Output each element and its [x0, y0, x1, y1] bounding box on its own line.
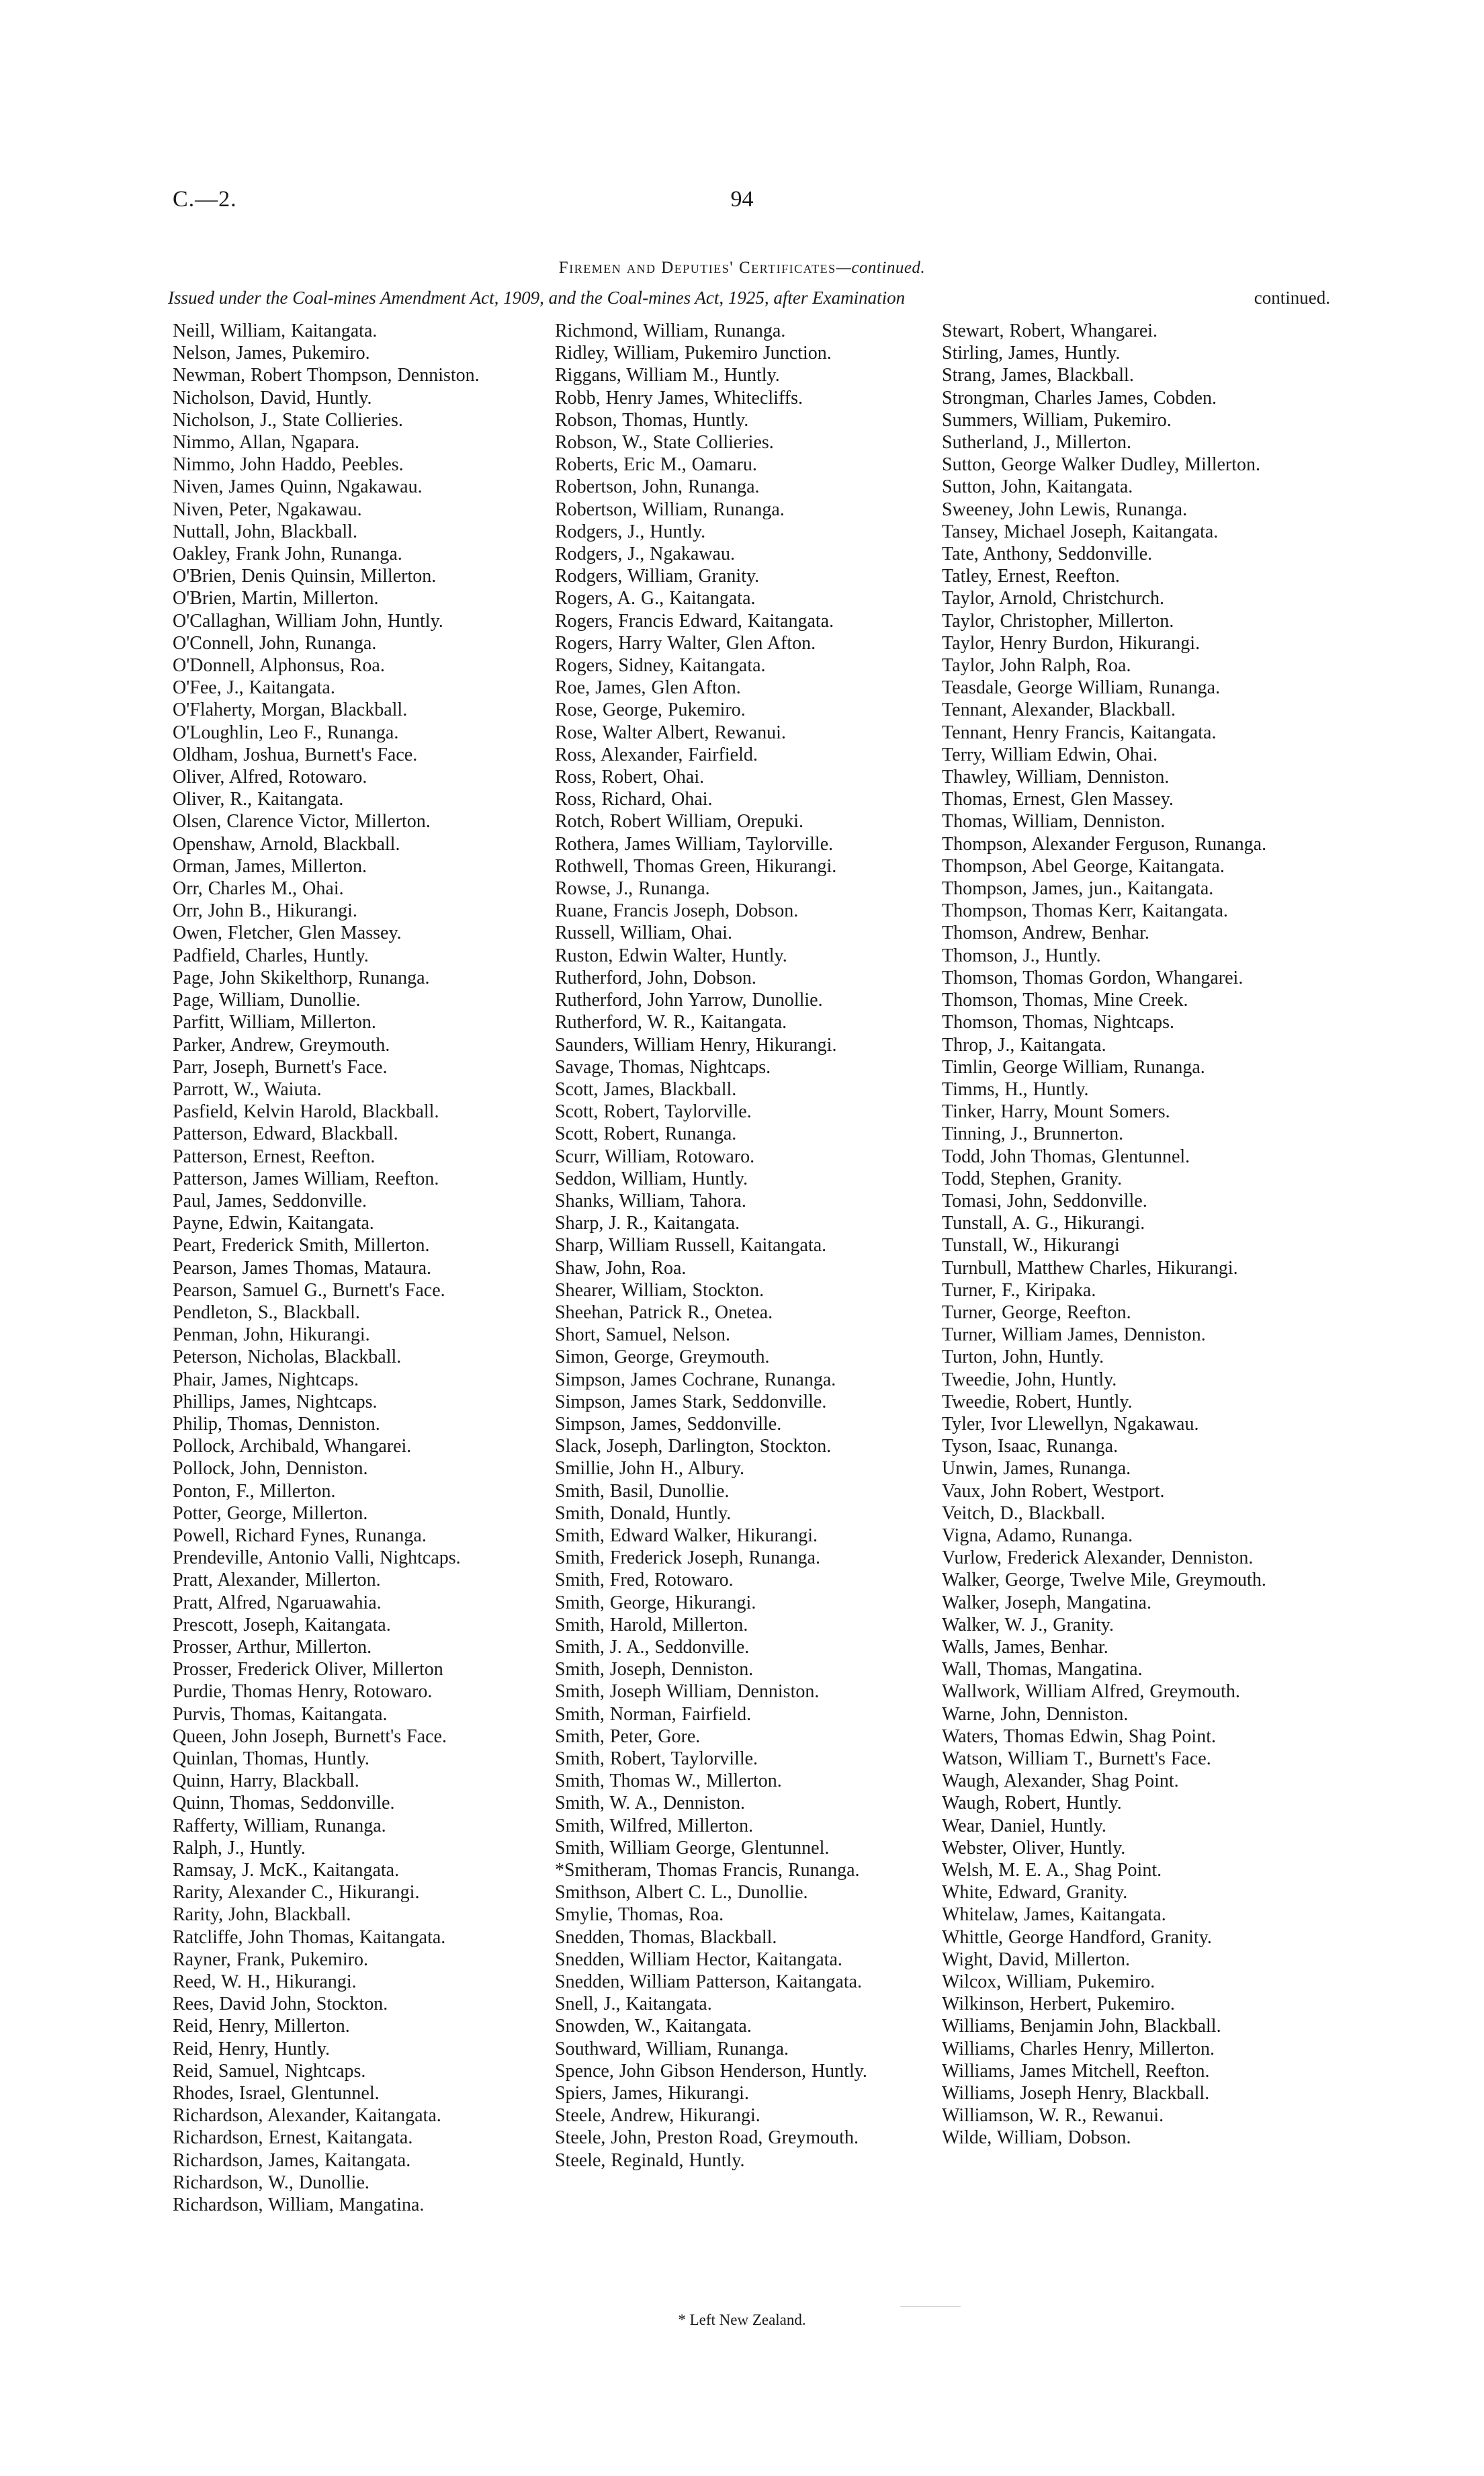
- certificate-entry: Orr, Charles M., Ohai.: [173, 878, 344, 900]
- certificate-entry: Teasdale, George William, Runanga.: [942, 677, 1221, 699]
- certificate-entry: Stirling, James, Huntly.: [942, 343, 1121, 364]
- certificate-entry: Tunstall, W., Hikurangi: [942, 1235, 1120, 1256]
- certificate-entry: Whittle, George Handford, Granity.: [942, 1926, 1212, 1948]
- certificate-entry: Potter, George, Millerton.: [173, 1502, 368, 1524]
- certificate-entry: Turner, F., Kiripaka.: [942, 1279, 1096, 1301]
- certificate-entry: Pollock, John, Denniston.: [173, 1458, 368, 1480]
- certificate-entry: Smith, George, Hikurangi.: [555, 1592, 756, 1613]
- certificate-entry: Wilcox, William, Pukemiro.: [942, 1971, 1155, 1993]
- certificate-entry: Rothera, James William, Taylorville.: [555, 833, 834, 855]
- certificate-entry: Prosser, Frederick Oliver, Millerton: [173, 1659, 443, 1680]
- certificate-entry: Niven, Peter, Ngakawau.: [173, 499, 362, 520]
- certificate-entry: Paul, James, Seddonville.: [173, 1190, 367, 1211]
- certificate-entry: Peterson, Nicholas, Blackball.: [173, 1347, 402, 1368]
- certificate-entry: Wilde, William, Dobson.: [942, 2127, 1131, 2149]
- certificate-entry: Veitch, D., Blackball.: [942, 1502, 1106, 1524]
- certificate-entry: Rarity, John, Blackball.: [173, 1904, 351, 1926]
- certificate-entry: Ross, Richard, Ohai.: [555, 789, 713, 810]
- certificate-entry: Robson, W., State Collieries.: [555, 432, 774, 454]
- certificate-entry: Ross, Robert, Ohai.: [555, 767, 705, 788]
- certificate-entry: Strang, James, Blackball.: [942, 365, 1134, 386]
- certificate-entry: Parrott, W., Waiuta.: [173, 1078, 322, 1100]
- certificate-entry: Owen, Fletcher, Glen Massey.: [173, 923, 402, 944]
- certificate-entry: Smith, Edward Walker, Hikurangi.: [555, 1525, 818, 1546]
- certificate-entry: Watson, William T., Burnett's Face.: [942, 1748, 1211, 1769]
- certificate-entry: Tomasi, John, Seddonville.: [942, 1190, 1147, 1211]
- certificate-entry: Smith, Joseph William, Denniston.: [555, 1681, 820, 1703]
- certificate-entry: Prescott, Joseph, Kaitangata.: [173, 1614, 391, 1635]
- certificate-entry: Warne, John, Denniston.: [942, 1703, 1129, 1725]
- subheading-continued: continued.: [1254, 288, 1330, 308]
- certificate-entry: Parr, Joseph, Burnett's Face.: [173, 1056, 388, 1078]
- certificate-entry: Smith, Norman, Fairfield.: [555, 1703, 752, 1725]
- certificate-entry: Tyson, Isaac, Runanga.: [942, 1436, 1119, 1457]
- certificate-entry: Thomson, Thomas, Mine Creek.: [942, 990, 1188, 1011]
- certificate-entry: Quinn, Harry, Blackball.: [173, 1770, 359, 1792]
- certificate-entry: Ross, Alexander, Fairfield.: [555, 744, 758, 765]
- certificate-entry: Williams, Joseph Henry, Blackball.: [942, 2083, 1210, 2104]
- certificate-entry: Seddon, William, Huntly.: [555, 1168, 748, 1189]
- certificate-entry: Sheehan, Patrick R., Onetea.: [555, 1301, 773, 1323]
- certificate-entry: Thompson, Abel George, Kaitangata.: [942, 855, 1225, 877]
- certificate-entry: Pearson, Samuel G., Burnett's Face.: [173, 1279, 445, 1301]
- certificate-entry: Page, John Skikelthorp, Runanga.: [173, 967, 430, 988]
- certificate-entry: Ralph, J., Huntly.: [173, 1837, 306, 1859]
- certificate-entry: Williams, Charles Henry, Millerton.: [942, 2038, 1215, 2059]
- certificate-entry: Walker, George, Twelve Mile, Greymouth.: [942, 1570, 1266, 1591]
- certificate-entry: Sharp, J. R., Kaitangata.: [555, 1213, 740, 1234]
- certificate-entry: Todd, John Thomas, Glentunnel.: [942, 1146, 1190, 1167]
- certificate-entry: Pratt, Alfred, Ngaruawahia.: [173, 1592, 382, 1613]
- certificate-entry: Wight, David, Millerton.: [942, 1949, 1131, 1970]
- certificate-entry: Purvis, Thomas, Kaitangata.: [173, 1703, 388, 1725]
- certificate-entry: Rose, Walter Albert, Rewanui.: [555, 722, 786, 743]
- certificate-entry: Thawley, William, Denniston.: [942, 767, 1170, 788]
- certificate-entry: White, Edward, Granity.: [942, 1882, 1128, 1904]
- certificate-entry: Strongman, Charles James, Cobden.: [942, 387, 1217, 409]
- certificate-entry: Thomson, Andrew, Benhar.: [942, 923, 1149, 944]
- certificate-entry: Williams, James Mitchell, Reefton.: [942, 2060, 1210, 2082]
- certificate-entry: Tatley, Ernest, Reefton.: [942, 566, 1120, 587]
- certificate-entry: Quinlan, Thomas, Huntly.: [173, 1748, 369, 1769]
- certificate-entry: Nimmo, John Haddo, Peebles.: [173, 454, 404, 476]
- certificate-entry: Shanks, William, Tahora.: [555, 1190, 746, 1211]
- certificate-entry: Walls, James, Benhar.: [942, 1636, 1108, 1658]
- certificate-entry: Rutherford, W. R., Kaitangata.: [555, 1012, 787, 1033]
- certificate-entry: Sharp, William Russell, Kaitangata.: [555, 1235, 827, 1256]
- certificate-entry: Neill, William, Kaitangata.: [173, 321, 378, 341]
- certificate-entry: Phair, James, Nightcaps.: [173, 1369, 359, 1390]
- footnote-rule: [900, 2306, 961, 2307]
- certificate-entry: Newman, Robert Thompson, Denniston.: [173, 365, 480, 386]
- certificate-entry: Spiers, James, Hikurangi.: [555, 2083, 749, 2104]
- certificate-entry: Tinning, J., Brunnerton.: [942, 1123, 1124, 1145]
- certificate-entry: Tennant, Henry Francis, Kaitangata.: [942, 722, 1217, 743]
- certificate-entry: Snedden, William Patterson, Kaitangata.: [555, 1971, 863, 1993]
- certificate-entry: Tennant, Alexander, Blackball.: [942, 699, 1176, 721]
- certificate-entry: Thomas, Ernest, Glen Massey.: [942, 789, 1174, 810]
- certificate-entry: Tansey, Michael Joseph, Kaitangata.: [942, 521, 1219, 542]
- certificate-entry: Thomson, Thomas, Nightcaps.: [942, 1012, 1175, 1033]
- certificate-entry: Rose, George, Pukemiro.: [555, 699, 746, 721]
- certificate-entry: Shearer, William, Stockton.: [555, 1279, 765, 1301]
- certificate-entry: Turner, William James, Denniston.: [942, 1324, 1206, 1346]
- certificate-entry: Patterson, James William, Reefton.: [173, 1168, 439, 1189]
- certificate-entry: Shaw, John, Roa.: [555, 1257, 687, 1279]
- certificate-entry: Thomas, William, Denniston.: [942, 811, 1166, 833]
- certificate-entry: Smith, Joseph, Denniston.: [555, 1659, 754, 1680]
- certificate-entry: Scott, Robert, Taylorville.: [555, 1101, 752, 1123]
- certificate-entry: Rodgers, J., Huntly.: [555, 521, 706, 542]
- certificate-entry: Walker, W. J., Granity.: [942, 1614, 1114, 1635]
- certificate-entry: Thompson, Alexander Ferguson, Runanga.: [942, 833, 1267, 855]
- certificate-entry: Rutherford, John, Dobson.: [555, 967, 756, 988]
- certificate-entry: Nicholson, David, Huntly.: [173, 387, 372, 409]
- certificate-entry: Timlin, George William, Runanga.: [942, 1056, 1205, 1078]
- certificate-entry: Richardson, James, Kaitangata.: [173, 2149, 411, 2171]
- certificate-entry: Richmond, William, Runanga.: [555, 321, 786, 341]
- certificate-entry: Williams, Benjamin John, Blackball.: [942, 2016, 1221, 2037]
- certificate-entry: Nimmo, Allan, Ngapara.: [173, 432, 360, 454]
- certificate-entry: Welsh, M. E. A., Shag Point.: [942, 1860, 1162, 1881]
- certificate-entry: Turnbull, Matthew Charles, Hikurangi.: [942, 1257, 1238, 1279]
- certificate-entry: Snell, J., Kaitangata.: [555, 1994, 712, 2015]
- certificate-entry: Smith, Harold, Millerton.: [555, 1614, 748, 1635]
- certificate-entry: Thompson, James, jun., Kaitangata.: [942, 878, 1214, 900]
- certificate-entry: Reid, Henry, Millerton.: [173, 2016, 350, 2037]
- certificate-entry: Steele, John, Preston Road, Greymouth.: [555, 2127, 859, 2149]
- certificate-entry: Patterson, Ernest, Reefton.: [173, 1146, 376, 1167]
- certificate-entry: Rogers, A. G., Kaitangata.: [555, 588, 756, 609]
- certificate-entry: Roberts, Eric M., Oamaru.: [555, 454, 757, 476]
- certificate-entry: Purdie, Thomas Henry, Rotowaro.: [173, 1681, 433, 1703]
- certificate-entry: Taylor, Henry Burdon, Hikurangi.: [942, 632, 1201, 654]
- certificate-entry: Taylor, Arnold, Christchurch.: [942, 588, 1164, 609]
- certificate-entry: Pendleton, S., Blackball.: [173, 1301, 360, 1323]
- certificate-entry: Tweedie, John, Huntly.: [942, 1369, 1117, 1390]
- certificate-entry: Richardson, Alexander, Kaitangata.: [173, 2105, 441, 2127]
- page-header: [0, 187, 1484, 227]
- certificate-entry: Smith, Thomas W., Millerton.: [555, 1770, 782, 1792]
- certificate-entry: O'Fee, J., Kaitangata.: [173, 677, 335, 699]
- certificate-entry: Simpson, James, Seddonville.: [555, 1413, 782, 1435]
- certificate-entry: Tinker, Harry, Mount Somers.: [942, 1101, 1170, 1123]
- certificate-entry: O'Connell, John, Runanga.: [173, 632, 377, 654]
- certificate-entry: Smith, William George, Glentunnel.: [555, 1837, 830, 1859]
- certificate-entry: Taylor, John Ralph, Roa.: [942, 655, 1131, 677]
- certificate-entry: Wall, Thomas, Mangatina.: [942, 1659, 1143, 1680]
- certificate-entry: Smith, Peter, Gore.: [555, 1725, 701, 1747]
- certificate-entry: Snedden, William Hector, Kaitangata.: [555, 1949, 842, 1970]
- certificate-entry: Philip, Thomas, Denniston.: [173, 1413, 380, 1435]
- certificate-entry: Robertson, William, Runanga.: [555, 499, 785, 520]
- certificate-entry: Oliver, Alfred, Rotowaro.: [173, 767, 367, 788]
- certificate-entry: Unwin, James, Runanga.: [942, 1458, 1131, 1480]
- certificate-entry: Queen, John Joseph, Burnett's Face.: [173, 1725, 447, 1747]
- certificate-entry: Short, Samuel, Nelson.: [555, 1324, 730, 1346]
- certificate-entry: Thompson, Thomas Kerr, Kaitangata.: [942, 900, 1228, 922]
- certificate-entry: Riggans, William M., Huntly.: [555, 365, 780, 386]
- section-title: Firemen and Deputies' Certificates: [558, 259, 836, 277]
- certificate-entry: Steele, Andrew, Hikurangi.: [555, 2105, 760, 2127]
- certificate-entry: Parker, Andrew, Greymouth.: [173, 1034, 390, 1056]
- section-continued: —continued.: [836, 259, 926, 277]
- certificate-entry: Russell, William, Ohai.: [555, 923, 733, 944]
- certificate-entry: Robb, Henry James, Whitecliffs.: [555, 387, 803, 409]
- certificate-entry: Spence, John Gibson Henderson, Huntly.: [555, 2060, 867, 2082]
- certificate-entry: Payne, Edwin, Kaitangata.: [173, 1213, 374, 1234]
- certificate-entry: Tunstall, A. G., Hikurangi.: [942, 1213, 1145, 1234]
- certificate-entry: Page, William, Dunollie.: [173, 990, 361, 1011]
- certificate-entry: Taylor, Christopher, Millerton.: [942, 610, 1174, 632]
- certificate-entry: Snowden, W., Kaitangata.: [555, 2016, 752, 2037]
- certificate-entry: Williamson, W. R., Rewanui.: [942, 2105, 1164, 2127]
- certificate-entry: Simpson, James Cochrane, Runanga.: [555, 1369, 836, 1390]
- certificate-entry: Ratcliffe, John Thomas, Kaitangata.: [173, 1926, 446, 1948]
- certificate-entry: Todd, Stephen, Granity.: [942, 1168, 1123, 1189]
- certificate-entry: Snedden, Thomas, Blackball.: [555, 1926, 777, 1948]
- certificate-entry: Waugh, Alexander, Shag Point.: [942, 1770, 1179, 1792]
- certificate-entry: Smith, Frederick Joseph, Runanga.: [555, 1547, 820, 1569]
- paper-reference: C.—2.: [173, 187, 237, 212]
- certificate-entry: Smith, Donald, Huntly.: [555, 1502, 732, 1524]
- certificate-entry: Rhodes, Israel, Glentunnel.: [173, 2083, 380, 2104]
- certificate-entry: Ruane, Francis Joseph, Dobson.: [555, 900, 799, 922]
- certificate-entry: Richardson, William, Mangatina.: [173, 2194, 425, 2216]
- certificate-entry: Sutherland, J., Millerton.: [942, 432, 1131, 454]
- certificate-entry: Wallwork, William Alfred, Greymouth.: [942, 1681, 1240, 1703]
- certificate-entry: Smith, Basil, Dunollie.: [555, 1480, 730, 1502]
- certificate-entry: Ponton, F., Millerton.: [173, 1480, 336, 1502]
- certificate-entry: Robertson, John, Runanga.: [555, 476, 760, 498]
- name-column-3: [942, 320, 1322, 2149]
- certificate-entry: Tate, Anthony, Seddonville.: [942, 544, 1153, 565]
- name-column-1: [173, 320, 509, 2216]
- certificate-entry: Pearson, James Thomas, Mataura.: [173, 1257, 432, 1279]
- section-subheading: [168, 288, 1330, 308]
- certificate-entry: Smithson, Albert C. L., Dunollie.: [555, 1882, 808, 1904]
- certificate-entry: Sutton, George Walker Dudley, Millerton.: [942, 454, 1261, 476]
- certificate-entry: Rowse, J., Runanga.: [555, 878, 710, 900]
- certificate-entry: Waters, Thomas Edwin, Shag Point.: [942, 1725, 1216, 1747]
- certificate-entry: Smith, W. A., Denniston.: [555, 1793, 746, 1814]
- certificate-entry: Robson, Thomas, Huntly.: [555, 409, 749, 431]
- certificate-entry: Smith, Robert, Taylorville.: [555, 1748, 758, 1769]
- certificate-entry: Whitelaw, James, Kaitangata.: [942, 1904, 1166, 1926]
- certificate-entry: Powell, Richard Fynes, Runanga.: [173, 1525, 427, 1546]
- certificate-entry: Pollock, Archibald, Whangarei.: [173, 1436, 412, 1457]
- certificate-entry: Roe, James, Glen Afton.: [555, 677, 741, 699]
- certificate-entry: Steele, Reginald, Huntly.: [555, 2149, 745, 2171]
- certificate-entry: Scott, James, Blackball.: [555, 1078, 737, 1100]
- certificate-entry: *Smitheram, Thomas Francis, Runanga.: [555, 1860, 860, 1881]
- certificate-entry: Wilkinson, Herbert, Pukemiro.: [942, 1994, 1175, 2015]
- name-column-2: [555, 320, 928, 2172]
- certificate-entry: Prosser, Arthur, Millerton.: [173, 1636, 372, 1658]
- certificate-entry: Quinn, Thomas, Seddonville.: [173, 1793, 395, 1814]
- certificate-entry: Openshaw, Arnold, Blackball.: [173, 833, 400, 855]
- certificate-entry: Tyler, Ivor Llewellyn, Ngakawau.: [942, 1413, 1199, 1435]
- certificate-entry: Orr, John B., Hikurangi.: [173, 900, 357, 922]
- certificate-entry: Penman, John, Hikurangi.: [173, 1324, 370, 1346]
- certificate-entry: Rotch, Robert William, Orepuki.: [555, 811, 803, 833]
- certificate-entry: O'Donnell, Alphonsus, Roa.: [173, 655, 385, 677]
- certificate-entry: Rogers, Harry Walter, Glen Afton.: [555, 632, 816, 654]
- certificate-entry: Parfitt, William, Millerton.: [173, 1012, 376, 1033]
- certificate-entry: Simpson, James Stark, Seddonville.: [555, 1391, 827, 1412]
- certificate-entry: Oldham, Joshua, Burnett's Face.: [173, 744, 418, 765]
- certificate-entry: Smillie, John H., Albury.: [555, 1458, 744, 1480]
- certificate-entry: Wear, Daniel, Huntly.: [942, 1815, 1106, 1836]
- certificate-entry: Thomson, J., Huntly.: [942, 945, 1101, 966]
- certificate-entry: O'Loughlin, Leo F., Runanga.: [173, 722, 399, 743]
- certificate-entry: Scott, Robert, Runanga.: [555, 1123, 737, 1145]
- certificate-entry: Vaux, John Robert, Westport.: [942, 1480, 1165, 1502]
- certificate-entry: Oliver, R., Kaitangata.: [173, 789, 344, 810]
- certificate-entry: Prendeville, Antonio Valli, Nightcaps.: [173, 1547, 461, 1569]
- certificate-entry: Smith, Wilfred, Millerton.: [555, 1815, 754, 1836]
- certificate-entry: Savage, Thomas, Nightcaps.: [555, 1056, 771, 1078]
- certificate-entry: Pratt, Alexander, Millerton.: [173, 1570, 381, 1591]
- certificate-entry: Sweeney, John Lewis, Runanga.: [942, 499, 1188, 520]
- certificate-entry: Nelson, James, Pukemiro.: [173, 343, 370, 364]
- certificate-entry: Waugh, Robert, Huntly.: [942, 1793, 1122, 1814]
- certificate-entry: Thomson, Thomas Gordon, Whangarei.: [942, 967, 1243, 988]
- certificate-entry: O'Brien, Martin, Millerton.: [173, 588, 379, 609]
- certificate-entry: Padfield, Charles, Huntly.: [173, 945, 369, 966]
- certificate-entry: Reed, W. H., Hikurangi.: [173, 1971, 357, 1993]
- certificate-entry: Reid, Henry, Huntly.: [173, 2038, 330, 2059]
- certificate-entry: Pasfield, Kelvin Harold, Blackball.: [173, 1101, 439, 1123]
- certificate-entry: Tweedie, Robert, Huntly.: [942, 1391, 1133, 1412]
- certificate-entry: Smith, J. A., Seddonville.: [555, 1636, 750, 1658]
- certificate-entry: Webster, Oliver, Huntly.: [942, 1837, 1126, 1859]
- certificate-entry: Rodgers, William, Granity.: [555, 566, 760, 587]
- section-heading: [0, 259, 1484, 278]
- certificate-entry: Rutherford, John Yarrow, Dunollie.: [555, 990, 823, 1011]
- certificate-entry: Ruston, Edwin Walter, Huntly.: [555, 945, 787, 966]
- certificate-entry: Rogers, Sidney, Kaitangata.: [555, 655, 766, 677]
- certificate-entry: Phillips, James, Nightcaps.: [173, 1391, 378, 1412]
- certificate-entry: Richardson, Ernest, Kaitangata.: [173, 2127, 413, 2149]
- certificate-entry: Rogers, Francis Edward, Kaitangata.: [555, 610, 834, 632]
- certificate-entry: Vurlow, Frederick Alexander, Denniston.: [942, 1547, 1254, 1569]
- certificate-entry: Vigna, Adamo, Runanga.: [942, 1525, 1133, 1546]
- certificate-entry: Rafferty, William, Runanga.: [173, 1815, 386, 1836]
- certificate-entry: Rarity, Alexander C., Hikurangi.: [173, 1882, 420, 1904]
- certificate-entry: Summers, William, Pukemiro.: [942, 409, 1172, 431]
- certificate-entry: Peart, Frederick Smith, Millerton.: [173, 1235, 430, 1256]
- certificate-entry: Ramsay, J. McK., Kaitangata.: [173, 1860, 400, 1881]
- certificate-entry: Ridley, William, Pukemiro Junction.: [555, 343, 832, 364]
- certificate-entry: Simon, George, Greymouth.: [555, 1347, 770, 1368]
- certificate-entry: Walker, Joseph, Mangatina.: [942, 1592, 1151, 1613]
- certificate-entry: Richardson, W., Dunollie.: [173, 2172, 369, 2193]
- certificate-entry: Turton, John, Huntly.: [942, 1347, 1104, 1368]
- certificate-entry: Stewart, Robert, Whangarei.: [942, 321, 1158, 341]
- certificate-entry: Sutton, John, Kaitangata.: [942, 476, 1133, 498]
- certificate-entry: Nicholson, J., State Collieries.: [173, 409, 403, 431]
- certificate-entry: O'Flaherty, Morgan, Blackball.: [173, 699, 408, 721]
- footnote: * Left New Zealand.: [678, 2311, 806, 2328]
- certificate-entry: Slack, Joseph, Darlington, Stockton.: [555, 1436, 832, 1457]
- certificate-entry: O'Callaghan, William John, Huntly.: [173, 610, 443, 632]
- certificate-entry: Nuttall, John, Blackball.: [173, 521, 357, 542]
- certificate-entry: Rothwell, Thomas Green, Hikurangi.: [555, 855, 837, 877]
- certificate-entry: Timms, H., Huntly.: [942, 1078, 1089, 1100]
- page-number: 94: [730, 187, 754, 212]
- certificate-entry: Turner, George, Reefton.: [942, 1301, 1131, 1323]
- certificate-entry: Oakley, Frank John, Runanga.: [173, 544, 402, 565]
- certificate-entry: Saunders, William Henry, Hikurangi.: [555, 1034, 837, 1056]
- certificate-entry: O'Brien, Denis Quinsin, Millerton.: [173, 566, 437, 587]
- certificate-entry: Smith, Fred, Rotowaro.: [555, 1570, 734, 1591]
- certificate-entry: Smylie, Thomas, Roa.: [555, 1904, 724, 1926]
- subheading-text: Issued under the Coal-mines Amendment Act, 1909, and the Coal-mines Act, 1925, after Examination: [168, 288, 906, 308]
- certificate-entry: Niven, James Quinn, Ngakawau.: [173, 476, 423, 498]
- certificate-entry: Rees, David John, Stockton.: [173, 1994, 388, 2015]
- certificate-entry: Patterson, Edward, Blackball.: [173, 1123, 398, 1145]
- certificate-entry: Rodgers, J., Ngakawau.: [555, 544, 735, 565]
- certificate-entry: Terry, William Edwin, Ohai.: [942, 744, 1158, 765]
- certificate-entry: Scurr, William, Rotowaro.: [555, 1146, 755, 1167]
- certificate-entry: Olsen, Clarence Victor, Millerton.: [173, 811, 431, 833]
- certificate-entry: Southward, William, Runanga.: [555, 2038, 789, 2059]
- certificate-entry: Orman, James, Millerton.: [173, 855, 367, 877]
- certificate-entry: Reid, Samuel, Nightcaps.: [173, 2060, 366, 2082]
- certificate-entry: Rayner, Frank, Pukemiro.: [173, 1949, 368, 1970]
- certificate-entry: Throp, J., Kaitangata.: [942, 1034, 1106, 1056]
